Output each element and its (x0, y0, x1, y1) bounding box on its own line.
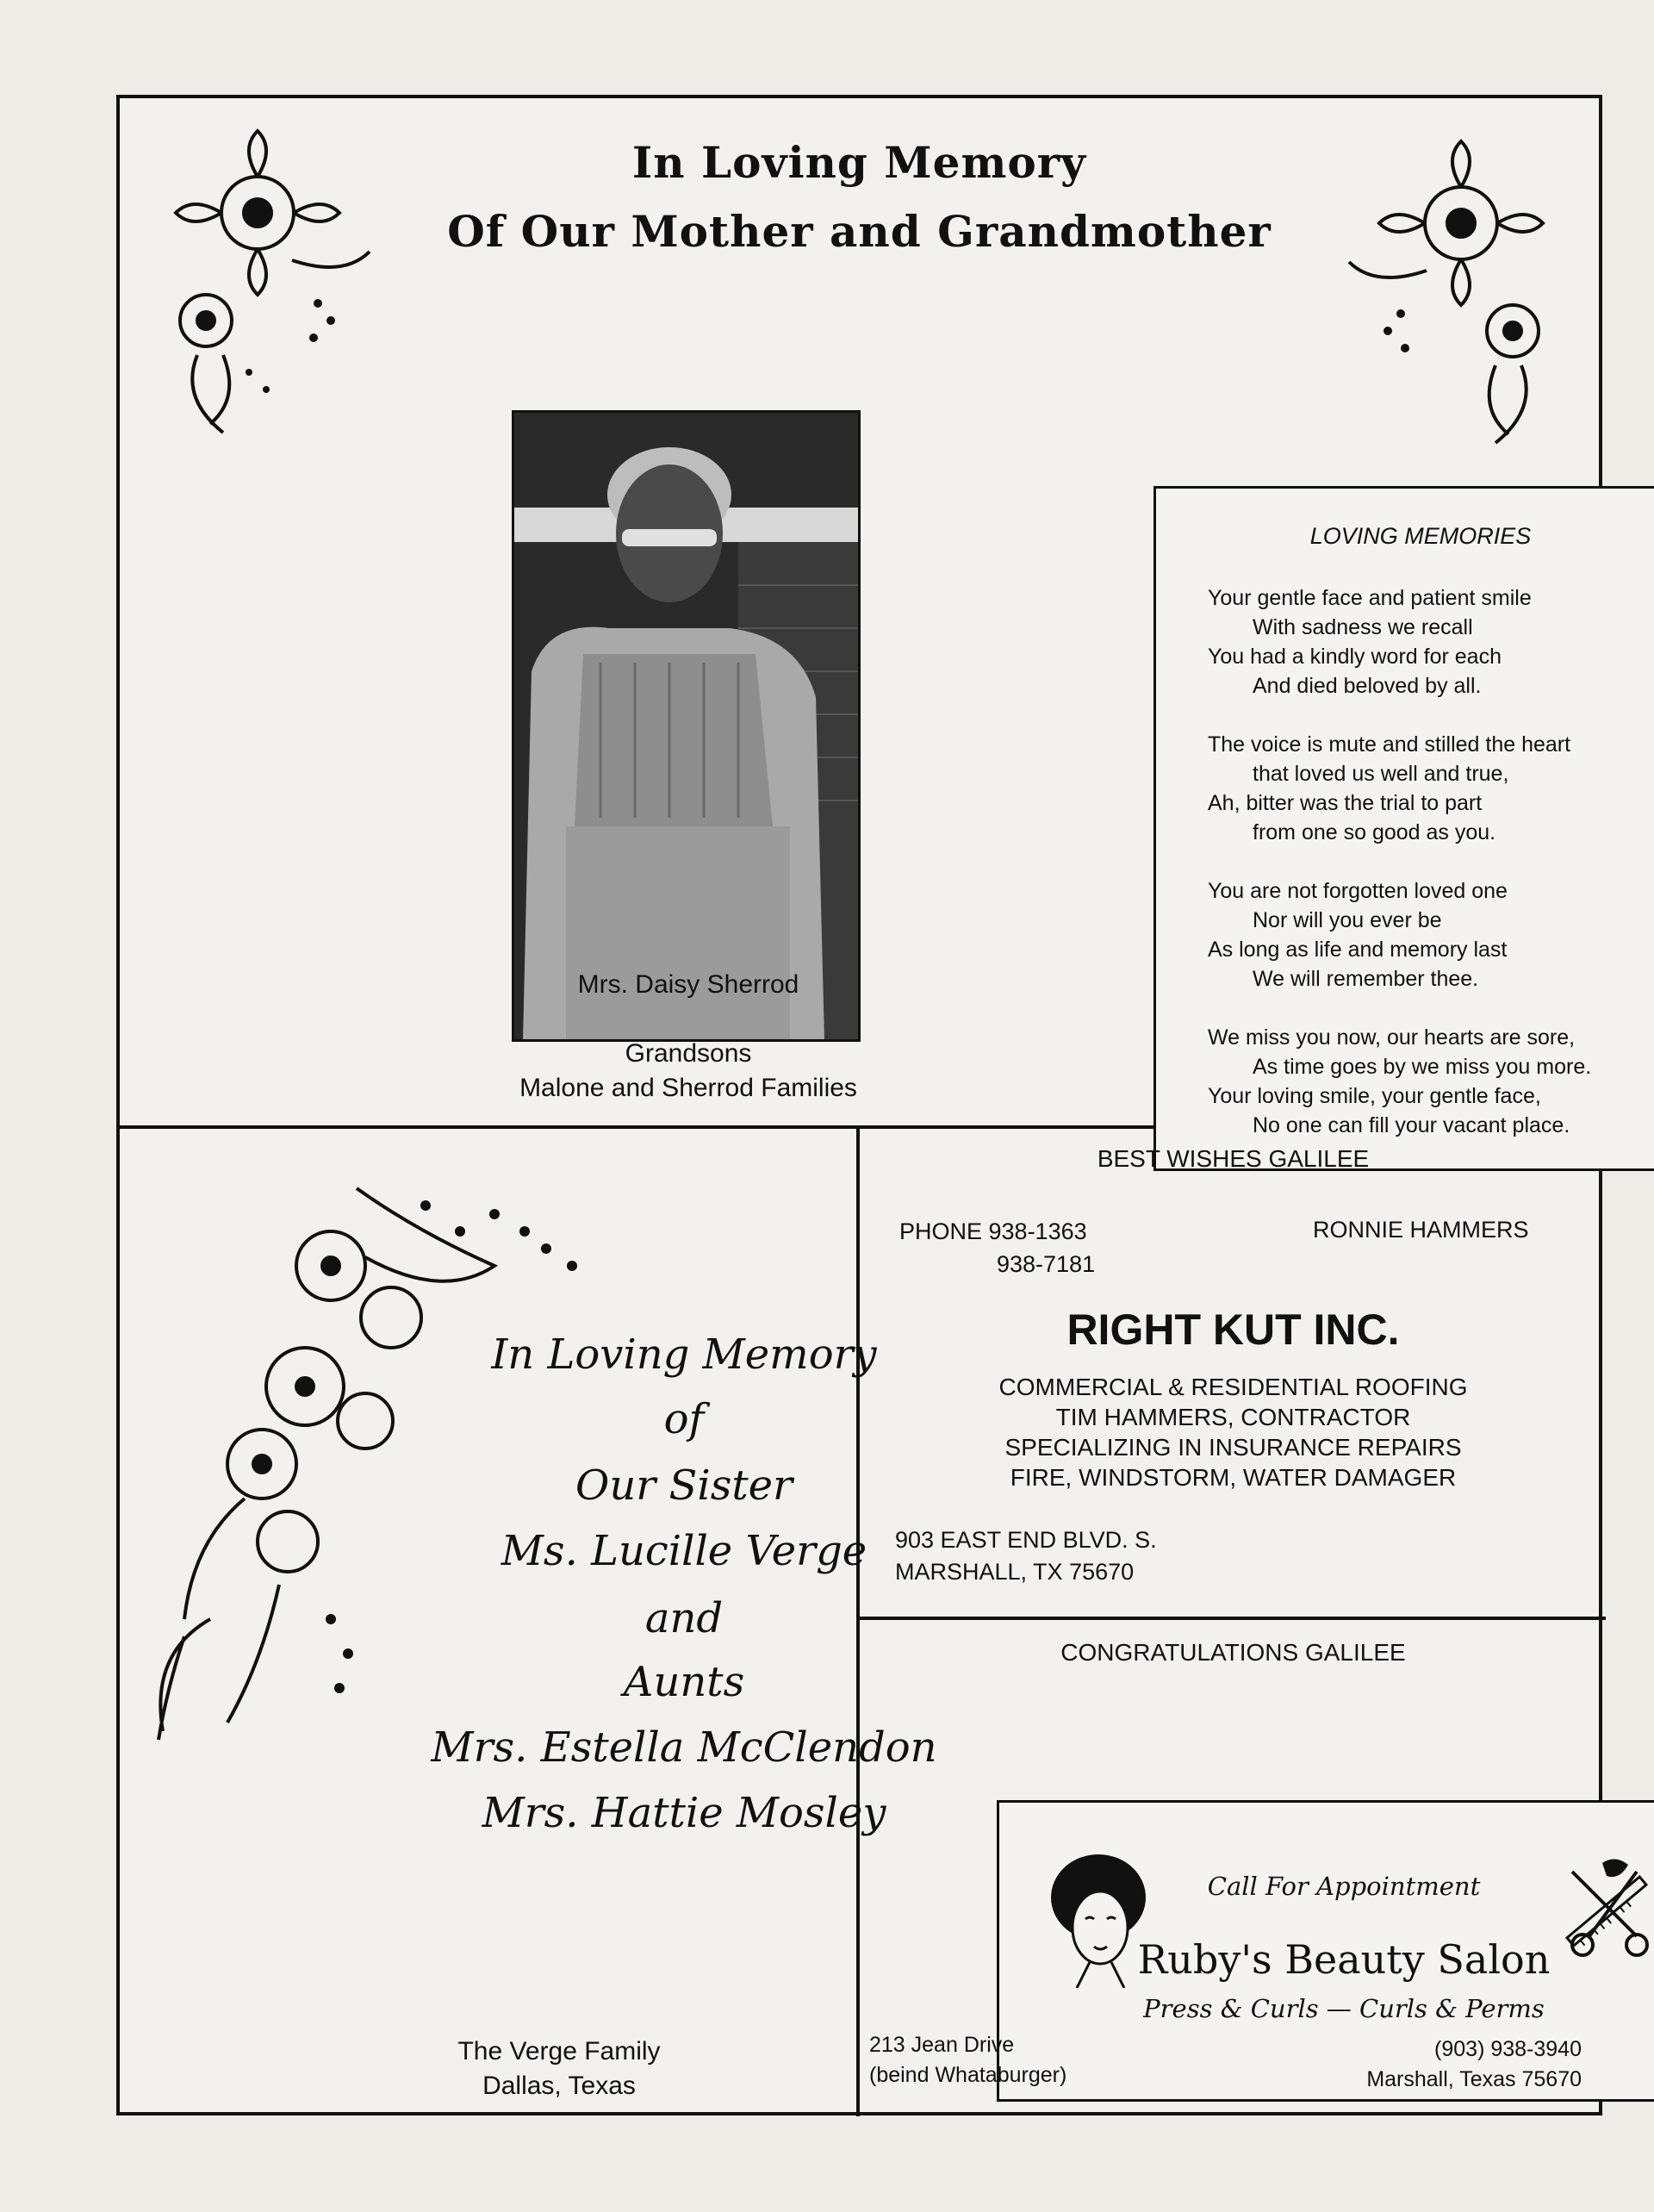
poem-line: With sadness we recall (1253, 615, 1473, 639)
salon-name: Ruby's Beauty Salon (1137, 1936, 1551, 1983)
sister-memorial-line: Ms. Lucille Verge (501, 1527, 867, 1575)
memorial-from-line2: Malone and Sherrod Families (519, 1074, 857, 1102)
poem-line: that loved us well and true, (1253, 762, 1509, 786)
poem-title: LOVING MEMORIES (1309, 523, 1532, 549)
poem-line: You had a kindly word for each (1208, 645, 1502, 669)
sister-memorial-line: Our Sister (575, 1461, 793, 1510)
poem-line: No one can fill your vacant place. (1253, 1113, 1570, 1137)
salon-services: Press & Curls — Curls & Perms (1143, 1994, 1545, 2023)
roofing-address2: MARSHALL, TX 75670 (895, 1559, 1135, 1585)
poem-line: Your gentle face and patient smile (1208, 586, 1532, 610)
roofing-address1: 903 EAST END BLVD. S. (895, 1527, 1157, 1553)
sister-memorial-line: Aunts (623, 1658, 745, 1706)
sister-memorial-line: and (644, 1594, 724, 1642)
roofing-service: TIM HAMMERS, CONTRACTOR (1055, 1404, 1411, 1430)
poem-line: You are not forgotten loved one (1208, 879, 1508, 903)
sister-memorial-line: Mrs. Hattie Mosley (482, 1789, 886, 1837)
poem-line: Your loving smile, your gentle face, (1208, 1084, 1541, 1108)
salon-phone: (903) 938-3940 (1434, 2037, 1582, 2061)
poem-line: We miss you now, our hearts are sore, (1208, 1025, 1576, 1050)
poem-line: As time goes by we miss you more. (1253, 1055, 1592, 1079)
poem-line: Ah, bitter was the trial to part (1208, 791, 1483, 815)
roofing-service: COMMERCIAL & RESIDENTIAL ROOFING (998, 1374, 1468, 1400)
memorial-title-line2: Of Our Mother and Grandmother (447, 206, 1272, 257)
poem-line: As long as life and memory last (1208, 938, 1508, 962)
divider-ads (858, 1617, 1606, 1620)
poem-stanza (1208, 583, 1532, 701)
poem-stanza (1208, 1023, 1591, 1140)
scissors-comb-icon (1555, 1854, 1654, 1966)
poem-line: The voice is mute and stilled the heart (1208, 732, 1571, 757)
page-frame (116, 95, 1602, 2115)
poem-line: Nor will you ever be (1253, 908, 1442, 932)
sister-memorial-line: In Loving Memory (491, 1330, 877, 1379)
salon-city: Marshall, Texas 75670 (1366, 2067, 1582, 2091)
poem-box (1153, 486, 1654, 1171)
salon-tagline: Call For Appointment (1207, 1872, 1481, 1901)
sister-from-line1: The Verge Family (457, 2037, 661, 2066)
roofing-ad-header: BEST WISHES GALILEE (1097, 1145, 1370, 1172)
salon-address2: (beind Whataburger) (869, 2063, 1067, 2087)
portrait-photo (512, 410, 861, 1042)
poem-stanza (1208, 876, 1508, 994)
roofing-service: SPECIALIZING IN INSURANCE REPAIRS (1004, 1434, 1462, 1461)
salon-address1: 213 Jean Drive (869, 2033, 1015, 2057)
poem-line: And died beloved by all. (1253, 674, 1482, 698)
roofing-service: FIRE, WINDSTORM, WATER DAMAGER (1010, 1464, 1457, 1491)
sister-from-line2: Dallas, Texas (482, 2072, 636, 2100)
roofing-contact: RONNIE HAMMERS (1313, 1217, 1529, 1243)
woman-portrait-icon (514, 413, 859, 1040)
photo-caption: Mrs. Daisy Sherrod (577, 970, 799, 999)
memorial-from-line1: Grandsons (625, 1039, 752, 1068)
poem-line: from one so good as you. (1253, 820, 1496, 844)
roofing-phone1: PHONE 938-1363 (899, 1218, 1087, 1244)
sister-memorial-line: of (663, 1395, 705, 1443)
salon-ad-header: CONGRATULATIONS GALILEE (1060, 1639, 1406, 1666)
sister-memorial-line: Mrs. Estella McClendon (431, 1723, 937, 1772)
memorial-title-line1: In Loving Memory (631, 137, 1087, 188)
poem-stanza (1208, 730, 1570, 847)
roofing-phone2: 938-7181 (997, 1251, 1096, 1277)
poem-line: We will remember thee. (1253, 967, 1479, 991)
roofing-brand: RIGHT KUT INC. (1066, 1305, 1400, 1354)
